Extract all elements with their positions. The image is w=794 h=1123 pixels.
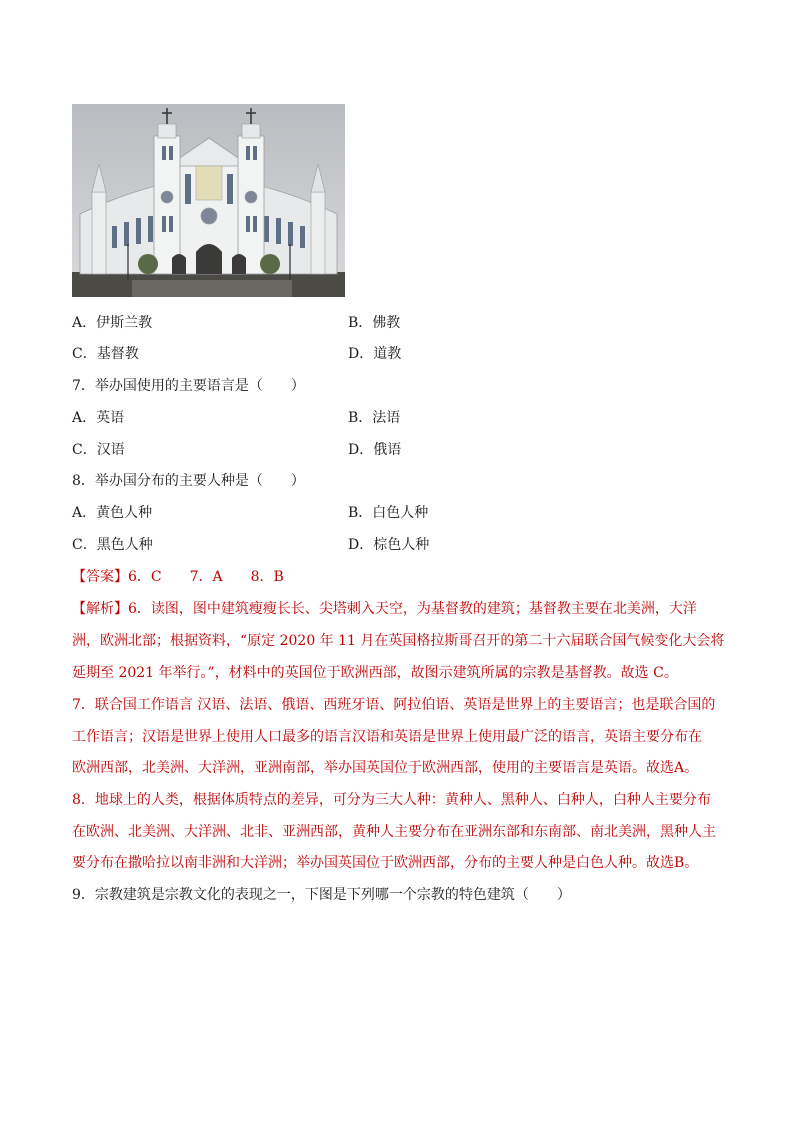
answer-text: 6．C 7．A 8．B xyxy=(128,569,284,585)
analysis-label: 【解析】 xyxy=(72,601,128,617)
q6-option-c: C．基督教 xyxy=(72,346,139,362)
analysis-p6-text-1: 6．读图，图中建筑瘦瘦长长、尖塔刺入天空，为基督教的建筑；基督教主要在北美洲，大洋 xyxy=(128,601,697,617)
analysis-p8-line-1: 8．地球上的人类，根据体质特点的差异，可分为三大人种：黄种人、黑种人、白种人，白种人主要分布 xyxy=(72,792,711,808)
q7-stem: 7．举办国使用的主要语言是（ ） xyxy=(72,378,305,394)
analysis-p7-line-2: 工作语言；汉语是世界上使用人口最多的语言汉语和英语是世界上使用最广泛的语言，英语主要分布在 xyxy=(72,729,702,745)
q8-stem: 8．举办国分布的主要人种是（ ） xyxy=(72,473,305,489)
q8-option-b: B．白色人种 xyxy=(348,505,429,521)
q7-option-a: A．英语 xyxy=(72,410,125,426)
q7-option-d: D．俄语 xyxy=(348,442,402,458)
analysis-p7-line-1: 7．联合国工作语言 汉语、法语、俄语、西班牙语、阿拉伯语、英语是世界上的主要语言；也是联合国的 xyxy=(72,697,716,713)
q6-option-d: D．道教 xyxy=(348,346,402,362)
q6-option-a: A．伊斯兰教 xyxy=(72,315,153,331)
q9-stem: 9．宗教建筑是宗教文化的表现之一，下图是下列哪一个宗教的特色建筑（ ） xyxy=(72,887,571,903)
q8-option-a: A．黄色人种 xyxy=(72,505,153,521)
q6-option-b: B．佛教 xyxy=(348,315,401,331)
analysis-p6-line-1 xyxy=(72,599,697,619)
answer-line xyxy=(72,567,284,587)
q7-option-b: B．法语 xyxy=(348,410,401,426)
q7-option-c: C．汉语 xyxy=(72,442,125,458)
analysis-p8-line-2: 在欧洲、北美洲、大洋洲、北非、亚洲西部，黄种人主要分布在亚洲东部和东南部、南北美洲，黑种人主 xyxy=(72,824,716,840)
analysis-p6-line-3: 延期至 2021 年举行。”，材料中的英国位于欧洲西部，故图示建筑所属的宗教是基督教。故选 C。 xyxy=(72,665,678,681)
analysis-p7-line-3: 欧洲西部，北美洲、大洋洲，亚洲南部，举办国英国位于欧洲西部，使用的主要语言是英语。故选A。 xyxy=(72,760,699,776)
analysis-p8-line-3: 要分布在撒哈拉以南非洲和大洋洲；举办国英国位于欧洲西部，分布的主要人种是白色人种。故选B。 xyxy=(72,855,699,871)
church-illustration xyxy=(72,104,345,297)
q8-option-d: D．棕色人种 xyxy=(348,537,430,553)
church-photo xyxy=(72,104,345,297)
q8-option-c: C．黑色人种 xyxy=(72,537,153,553)
answer-label: 【答案】 xyxy=(72,569,128,585)
analysis-p6-line-2: 洲，欧洲北部；根据资料，“原定 2020 年 11 月在英国格拉斯哥召开的第二十六届联合国气候变化大会将 xyxy=(72,633,725,649)
